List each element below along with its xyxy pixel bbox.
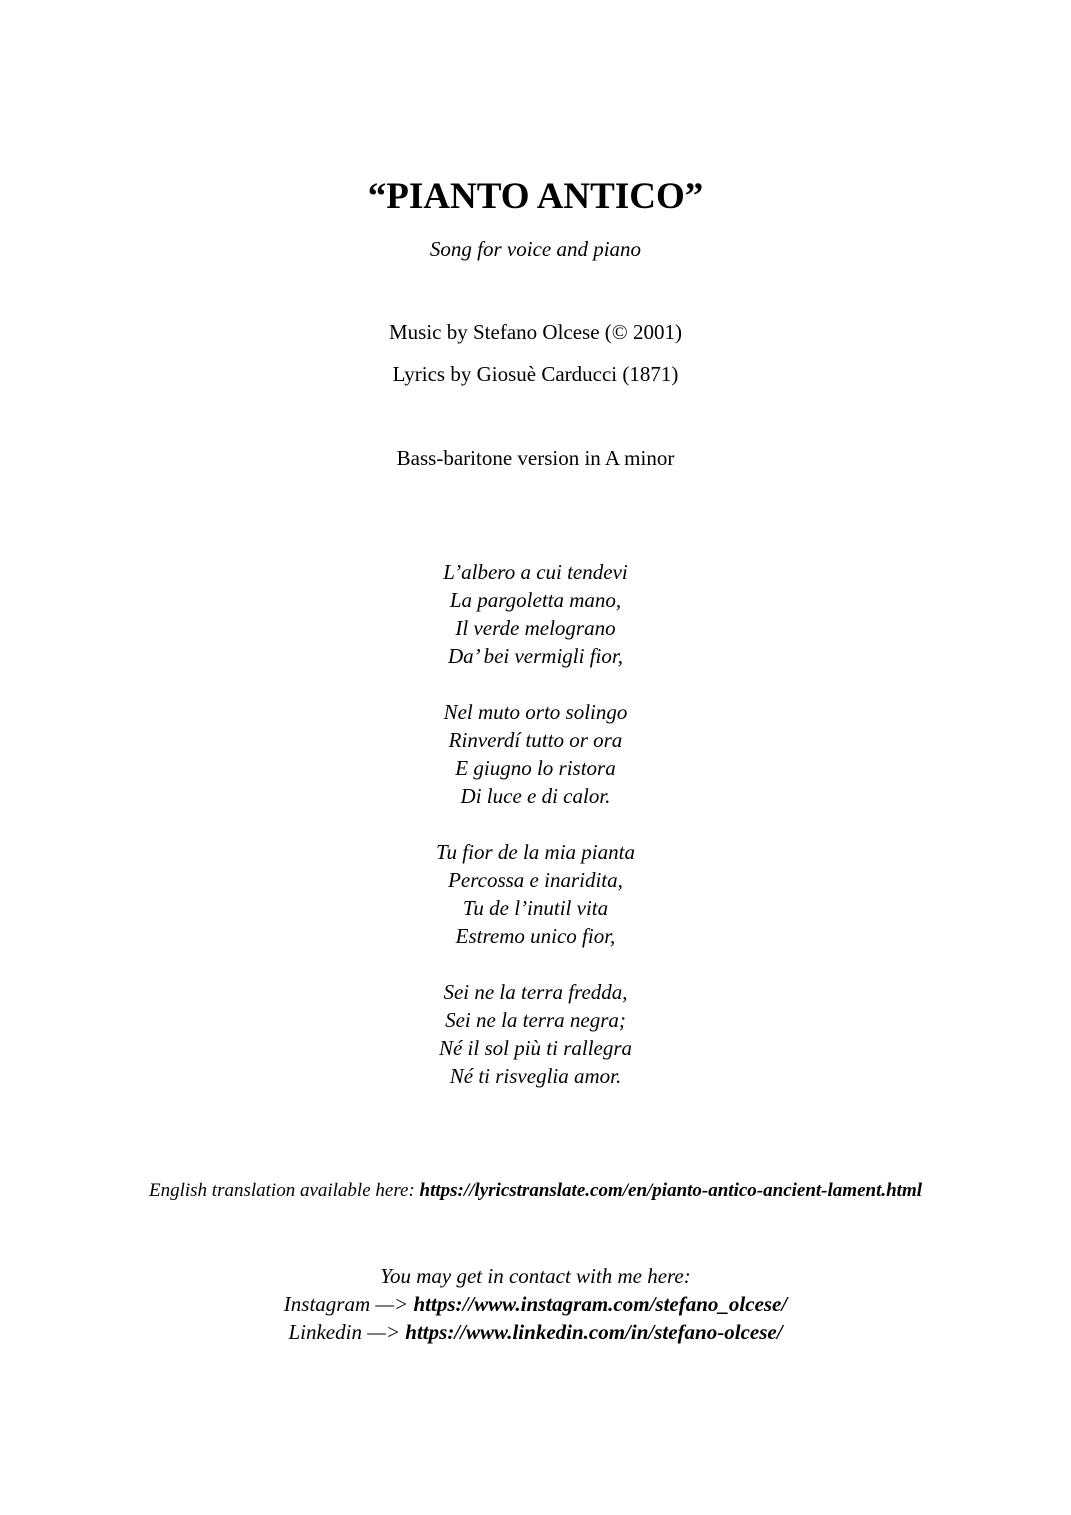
poem-line: Né il sol più ti rallegra bbox=[438, 1036, 633, 1060]
poem-line: Di luce e di calor. bbox=[460, 784, 611, 808]
lyrics-credit: Lyrics by Giosuè Carducci (1871) bbox=[392, 362, 679, 386]
poem-line: Da’ bei vermigli fior, bbox=[448, 644, 623, 668]
music-credit: Music by Stefano Olcese (© 2001) bbox=[389, 320, 682, 344]
poem-line: Tu fior de la mia pianta bbox=[436, 840, 635, 864]
translation-note bbox=[0, 1178, 1071, 1204]
poem-line: Rinverdí tutto or ora bbox=[448, 728, 623, 752]
instagram-label: Instagram —> bbox=[283, 1292, 414, 1316]
poem-stanza bbox=[0, 978, 1071, 1090]
page-subtitle: Song for voice and piano bbox=[429, 237, 642, 261]
contact-intro: You may get in contact with me here: bbox=[380, 1264, 691, 1288]
poem-line: Nel muto orto solingo bbox=[443, 700, 628, 724]
translation-link[interactable]: https://lyricstranslate.com/en/pianto-antico-ancient-lament.html bbox=[419, 1180, 923, 1201]
instagram-link[interactable]: https://www.instagram.com/stefano_olcese/ bbox=[413, 1292, 788, 1316]
poem-line: Estremo unico fior, bbox=[455, 924, 616, 948]
contact-section bbox=[0, 1262, 1071, 1346]
poem-line: Percossa e inaridita, bbox=[448, 868, 623, 892]
page-title: “PIANTO ANTICO” bbox=[367, 176, 704, 217]
poem-line: La pargoletta mano, bbox=[449, 588, 622, 612]
poem bbox=[0, 558, 1071, 1118]
poem-stanza bbox=[0, 558, 1071, 670]
poem-line: Il verde melograno bbox=[455, 616, 616, 640]
poem-line: Tu de l’inutil vita bbox=[462, 896, 609, 920]
poem-line: L’albero a cui tendevi bbox=[443, 560, 628, 584]
poem-line: Né ti risveglia amor. bbox=[449, 1064, 622, 1088]
translation-label: English translation available here: bbox=[148, 1180, 420, 1201]
version-note: Bass-baritone version in A minor bbox=[396, 446, 675, 470]
poem-line: Sei ne la terra fredda, bbox=[443, 980, 628, 1004]
poem-stanza bbox=[0, 838, 1071, 950]
linkedin-row bbox=[0, 1318, 1071, 1346]
poem-stanza bbox=[0, 698, 1071, 810]
poem-line: Sei ne la terra negra; bbox=[445, 1008, 626, 1032]
poem-line: E giugno lo ristora bbox=[455, 756, 616, 780]
instagram-row bbox=[0, 1290, 1071, 1318]
linkedin-link[interactable]: https://www.linkedin.com/in/stefano-olcese/ bbox=[405, 1320, 783, 1344]
linkedin-label: Linkedin —> bbox=[288, 1320, 406, 1344]
